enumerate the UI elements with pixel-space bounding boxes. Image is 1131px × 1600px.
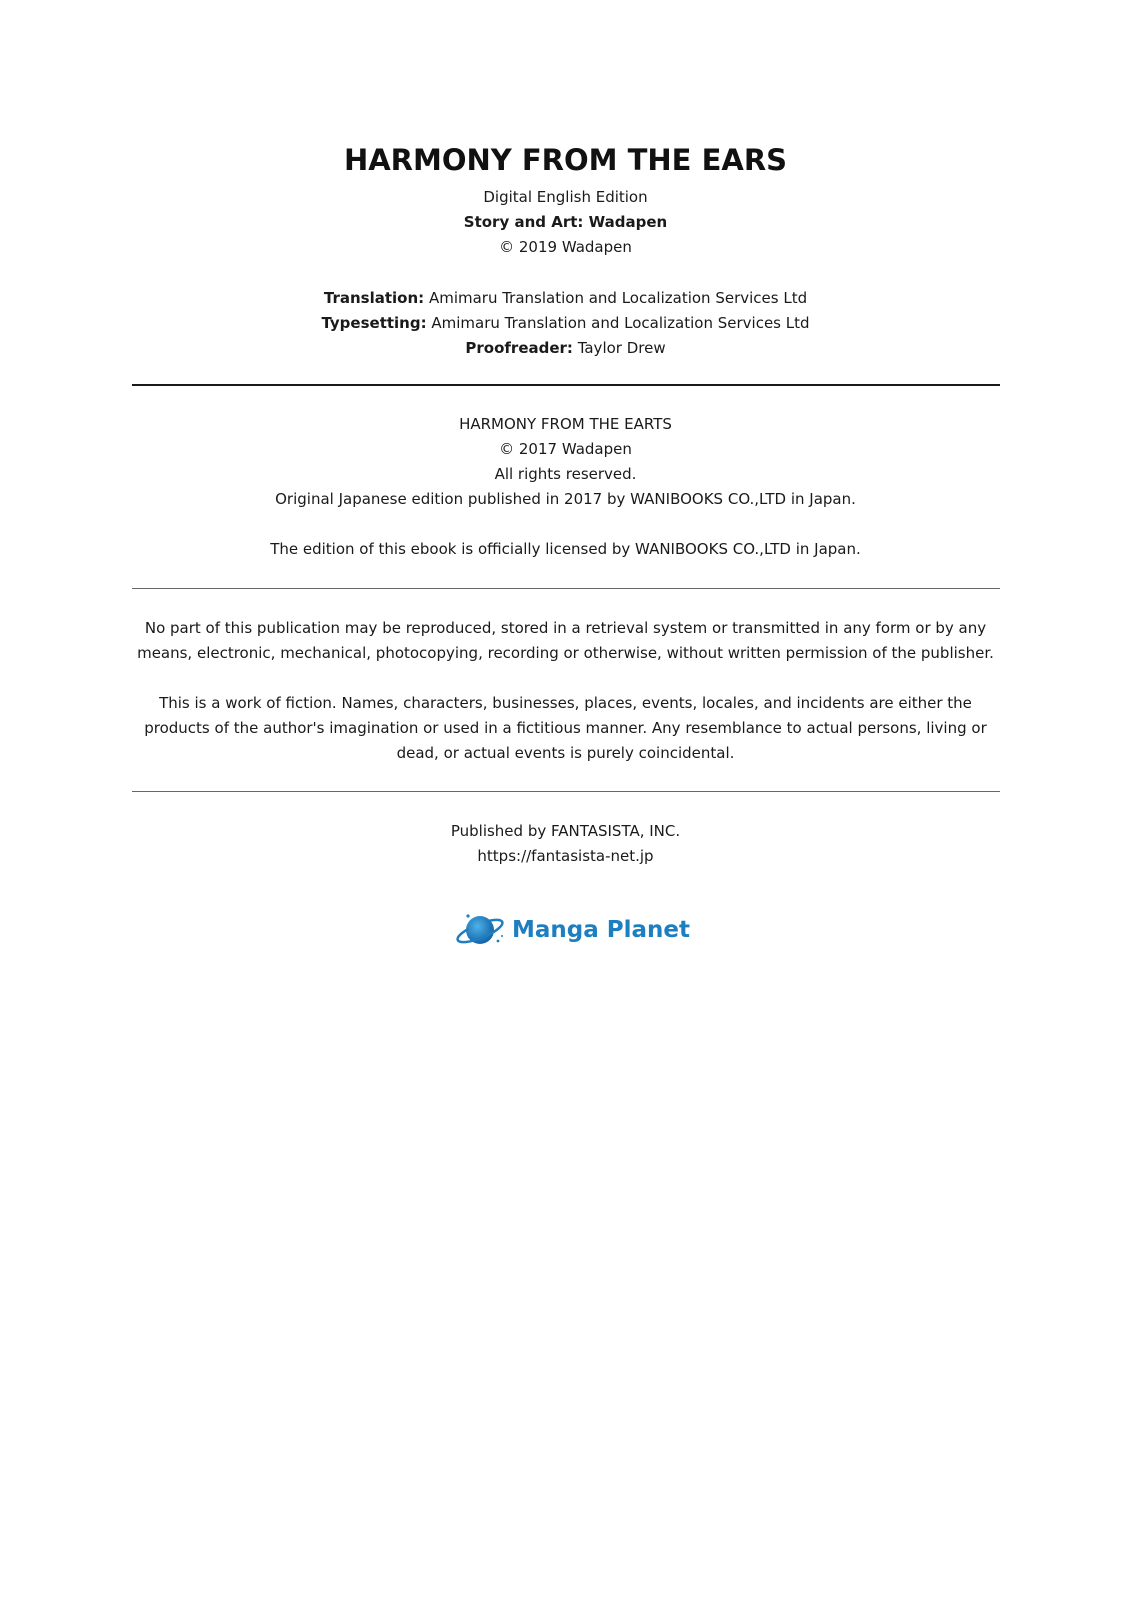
divider-2 — [132, 588, 1000, 589]
digital-copyright: © 2019 Wadapen — [499, 238, 632, 256]
story-art-credit: Story and Art: Wadapen — [463, 213, 668, 231]
proofreader-value: Taylor Drew — [572, 339, 666, 357]
typesetting-label: Typesetting: — [321, 314, 427, 332]
original-copyright: © 2017 Wadapen — [499, 440, 632, 458]
fiction-notice-line: products of the author's imagination or used in a fictitious manner. Any resemblance to actual persons, living or — [144, 719, 987, 737]
fiction-notice-line: dead, or actual events is purely coincidental. — [396, 744, 735, 762]
typesetting-value: Amimaru Translation and Localization Services Ltd — [426, 314, 810, 332]
manga-planet-logo — [454, 908, 691, 952]
typesetting-credit — [0, 313, 1131, 333]
divider-3 — [132, 791, 1000, 792]
reproduction-notice-line: means, electronic, mechanical, photocopying, recording or otherwise, without written permission of the publisher. — [137, 644, 994, 662]
edition-text: Digital English Edition — [483, 188, 648, 206]
publisher-url: https://fantasista-net.jp — [477, 847, 654, 865]
original-title: HARMONY FROM THE EARTS — [459, 415, 672, 433]
original-publication: Original Japanese edition published in 2017 by WANIBOOKS CO.,LTD in Japan. — [275, 490, 856, 508]
book-title: HARMONY FROM THE EARS — [343, 143, 788, 177]
divider-1 — [132, 384, 1000, 386]
proofreader-credit — [0, 338, 1131, 358]
translation-value: Amimaru Translation and Localization Services Ltd — [424, 289, 808, 307]
rights-reserved: All rights reserved. — [494, 465, 637, 483]
logo-text: Manga Planet — [512, 917, 691, 943]
planet-icon — [454, 908, 508, 952]
license-notice: The edition of this ebook is officially licensed by WANIBOOKS CO.,LTD in Japan. — [270, 540, 861, 558]
proofreader-label: Proofreader: — [465, 339, 573, 357]
fiction-notice-line: This is a work of fiction. Names, characters, businesses, places, events, locales, and incidents are either the — [159, 694, 972, 712]
publisher-name: Published by FANTASISTA, INC. — [450, 822, 681, 840]
reproduction-notice-line: No part of this publication may be reproduced, stored in a retrieval system or transmitted in any form or by any — [144, 619, 987, 637]
translation-label: Translation: — [323, 289, 425, 307]
translation-credit — [0, 288, 1131, 308]
